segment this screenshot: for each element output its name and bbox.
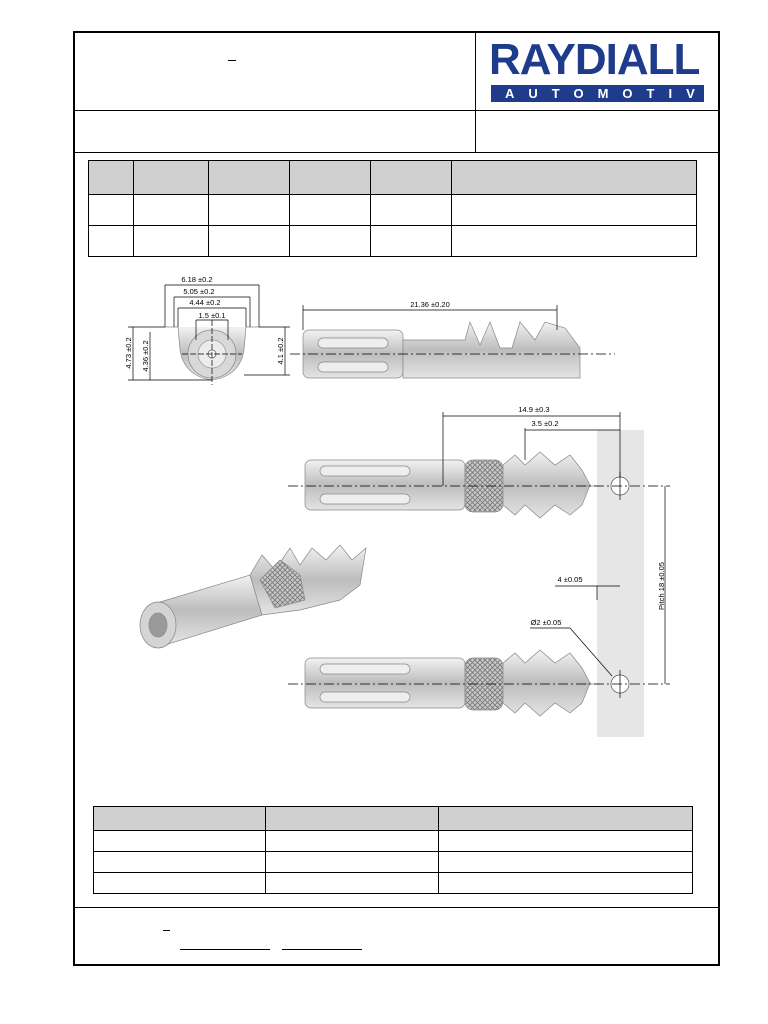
title-block-separator xyxy=(475,32,476,153)
dim-width-pin: 1.5 ±0.1 xyxy=(198,311,226,320)
dim-hole-diameter: Ø2 ±0.05 xyxy=(530,618,562,627)
dim-width-mid: 5.05 ±0.2 xyxy=(183,287,215,296)
revision-table xyxy=(88,160,697,257)
dim-length-total: 21.36 ±0.20 xyxy=(410,300,450,309)
footer-divider xyxy=(74,907,719,908)
terminal-drawing xyxy=(88,265,686,745)
title-dash xyxy=(228,60,236,61)
title-divider xyxy=(74,110,719,111)
side-view-top xyxy=(290,305,615,378)
footer-underline-2 xyxy=(282,949,362,950)
footer-dash xyxy=(163,930,170,931)
dim-height-right: 4.1 ±0.2 xyxy=(276,337,285,365)
dim-pitch: Pitch 18 ±0.05 xyxy=(657,562,666,610)
automotive-tagline: AUTOMOTIVE xyxy=(491,85,704,102)
dim-length-carrier: 14.9 ±0.3 xyxy=(518,405,550,414)
parts-table xyxy=(93,806,693,894)
dim-height-outer: 4.73 ±0.2 xyxy=(124,337,133,369)
dim-height-inner: 4.36 ±0.2 xyxy=(141,340,150,372)
isometric-view xyxy=(140,545,366,648)
dim-length-tab: 3.5 ±0.2 xyxy=(531,419,559,428)
title-divider-lower xyxy=(74,152,719,153)
raydiall-logo: RAYDIALL xyxy=(489,35,700,84)
dim-carrier-offset: 4 ±0.05 xyxy=(557,575,583,584)
footer-underline-1 xyxy=(180,949,270,950)
dim-width-inner: 4.44 ±0.2 xyxy=(189,298,221,307)
dim-width-outer: 6.18 ±0.2 xyxy=(181,275,213,284)
